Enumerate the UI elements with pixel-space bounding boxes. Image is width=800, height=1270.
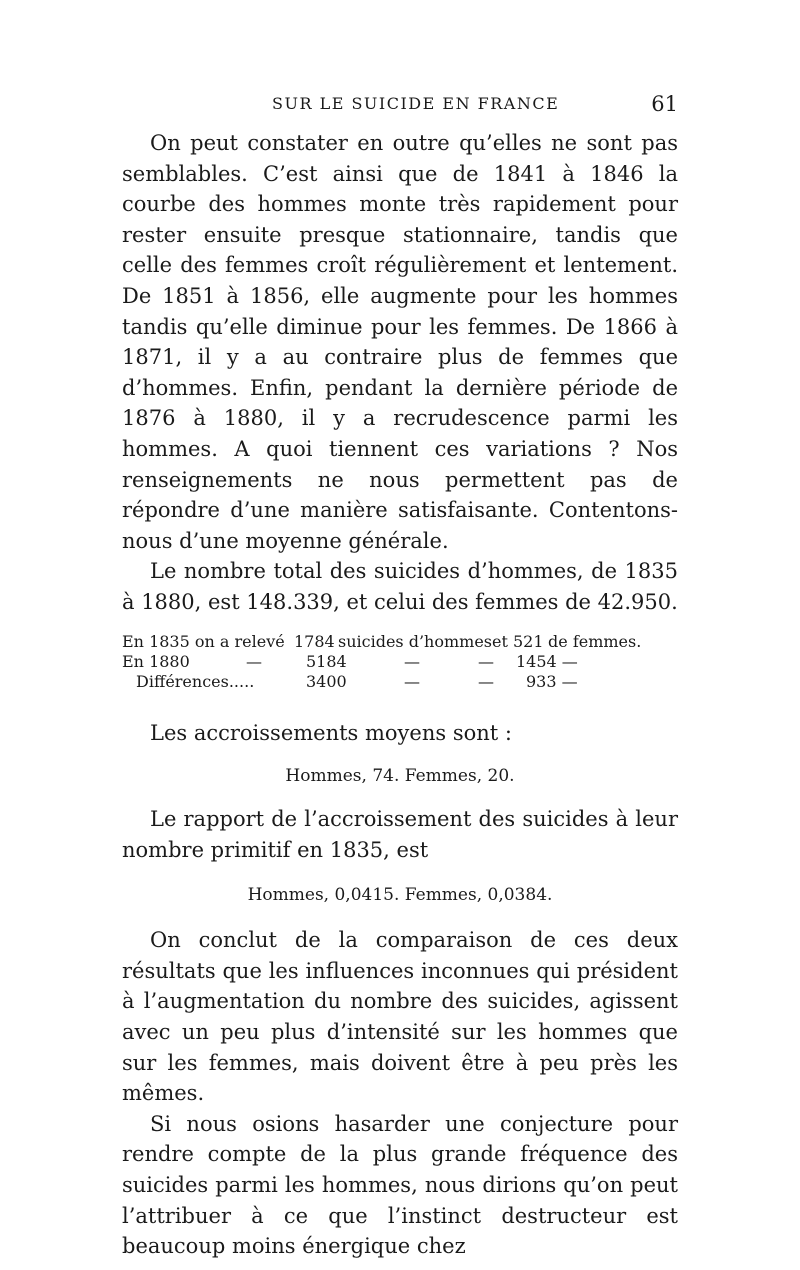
book-page [122, 92, 678, 1262]
paragraph-2: Le nombre total des suicides d’hommes, de 1835 à 1880, est 148.339, et celui des femmes de 42.950. [122, 559, 678, 614]
table-cell: En 1835 on a relevé [122, 631, 285, 651]
page-number: 61 [651, 92, 678, 116]
table-cell: de femmes. [548, 631, 642, 651]
table-row [122, 652, 650, 672]
table-row [122, 672, 650, 692]
table-cell: — [404, 651, 420, 671]
table-cell: 5184 [306, 651, 347, 671]
table-cell: 3400 [306, 671, 347, 691]
table-row [122, 632, 650, 652]
paragraph-1: On peut constater en outre qu’elles ne sont pas semblables. C’est ainsi que de 1841 à 1846 la courbe des hommes monte très rapidement pour rester ensuite presque stationnaire, tandis que celle des femmes croît régulièrement et lentement. De 1851 à 1856, elle augmente pour les hommes tandis qu’elle diminue pour les femmes. De 1866 à 1871, il y a au contraire plus de femmes que d’hommes. Enfin, pendant la dernière période de 1876 à 1880, il y a recrudescence parmi les hommes. A quoi tiennent ces variations ? Nos renseignements ne nous permettent pas de répondre d’une manière satisfaisante. Contentons-nous d’une moyenne générale. [122, 131, 678, 553]
table-cell: — [478, 671, 494, 691]
table-cell: 1784 [294, 631, 335, 651]
paragraph-5: On conclut de la comparaison de ces deux résultats que les influences inconnues qui président à l’augmentation du nombre des suicides, agissent avec un peu plus d’intensité sur les hommes que sur les femmes, mais doivent être à peu près les mêmes. [122, 928, 678, 1106]
table-cell: — [246, 651, 262, 671]
table-cell: En 1880 [122, 651, 190, 671]
table-cell: 933 — [526, 671, 578, 691]
ratio-line: Hommes, 0,0415. Femmes, 0,0384. [247, 885, 553, 906]
paragraph-6: Si nous osions hasarder une conjecture pour rendre compte de la plus grande fréquence des suicides parmi les hommes, nous dirions qu’on peut l’attribuer à ce que l’instinct destructeur est beaucoup moins énergique chez [122, 1111, 678, 1259]
averages-line: Hommes, 74. Femmes, 20. [285, 766, 515, 787]
table-cell: Différences..... [136, 671, 255, 691]
table-cell: suicides d’hommes [338, 631, 493, 651]
running-title: SUR LE SUICIDE EN FRANCE [272, 94, 560, 113]
paragraph-4: Le rapport de l’accroissement des suicides à leur nombre primitif en 1835, est [122, 807, 678, 862]
table-cell: et 521 [492, 631, 544, 651]
table-cell: — [404, 671, 420, 691]
running-header [122, 92, 678, 128]
suicide-stats-table-cont [122, 652, 650, 692]
paragraph-3: Les accroissements moyens sont : [150, 720, 512, 745]
table-cell: — [478, 651, 494, 671]
suicide-stats-table [122, 632, 650, 652]
table-cell: 1454 — [516, 651, 578, 671]
